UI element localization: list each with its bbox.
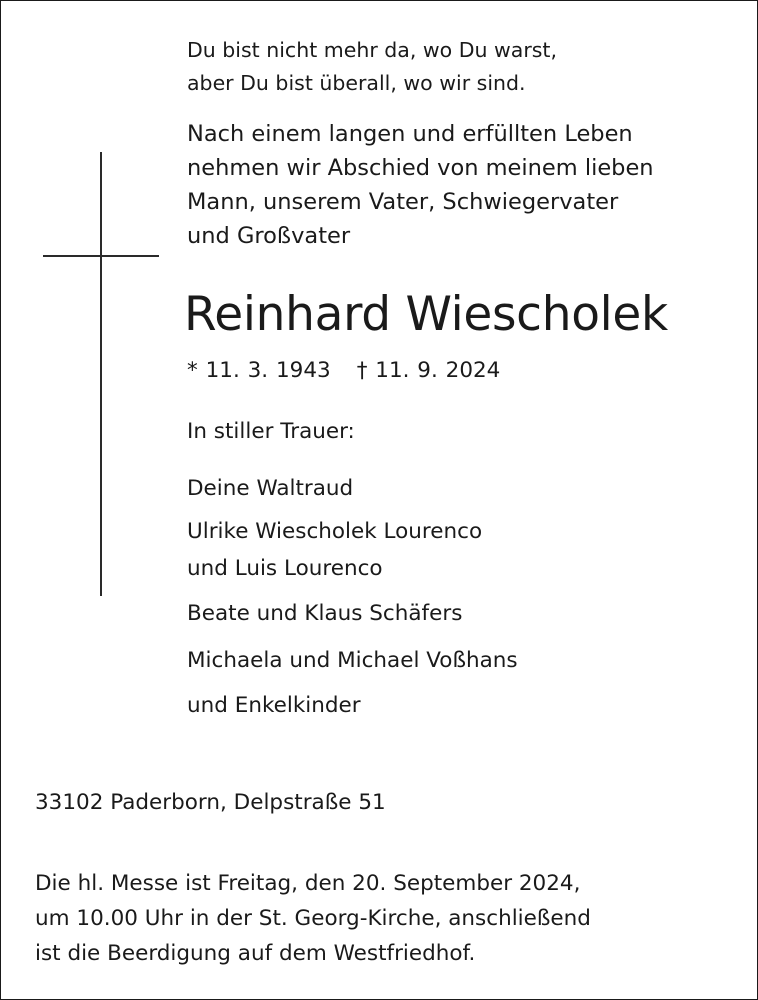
service-line-2: um 10.00 Uhr in der St. Georg-Kirche, anschließend bbox=[35, 906, 591, 931]
intro-paragraph bbox=[187, 117, 654, 253]
mourner-2-line-1: Ulrike Wiescholek Lourenco bbox=[187, 519, 483, 544]
intro-line-2: nehmen wir Abschied von meinem lieben bbox=[187, 155, 654, 181]
intro-line-1: Nach einem langen und erfüllten Leben bbox=[187, 121, 633, 147]
death-date: † 11. 9. 2024 bbox=[356, 358, 501, 383]
funeral-service-info bbox=[35, 866, 591, 971]
mourning-label: In stiller Trauer: bbox=[187, 419, 355, 444]
service-line-3: ist die Beerdigung auf dem Westfriedhof. bbox=[35, 941, 476, 966]
deceased-name: Reinhard Wiescholek bbox=[184, 287, 668, 342]
motto-verse bbox=[187, 34, 557, 100]
mourner-3: Beate und Klaus Schäfers bbox=[187, 601, 463, 626]
life-dates bbox=[187, 355, 500, 387]
cross-icon-horizontal-bar bbox=[43, 255, 159, 257]
cross-icon-vertical-bar bbox=[100, 152, 102, 596]
birth-date: * 11. 3. 1943 bbox=[187, 358, 331, 383]
motto-line-2: aber Du bist überall, wo wir sind. bbox=[187, 71, 526, 95]
family-address: 33102 Paderborn, Delpstraße 51 bbox=[35, 790, 386, 815]
mourner-5: und Enkelkinder bbox=[187, 693, 361, 718]
mourner-1: Deine Waltraud bbox=[187, 476, 354, 501]
motto-line-1: Du bist nicht mehr da, wo Du warst, bbox=[187, 38, 557, 62]
intro-line-3: Mann, unserem Vater, Schwiegervater bbox=[187, 189, 619, 215]
mourner-2-line-2: und Luis Lourenco bbox=[187, 556, 383, 581]
service-line-1: Die hl. Messe ist Freitag, den 20. September 2024, bbox=[35, 871, 581, 896]
intro-line-4: und Großvater bbox=[187, 223, 351, 249]
mourner-4: Michaela und Michael Voßhans bbox=[187, 648, 518, 673]
